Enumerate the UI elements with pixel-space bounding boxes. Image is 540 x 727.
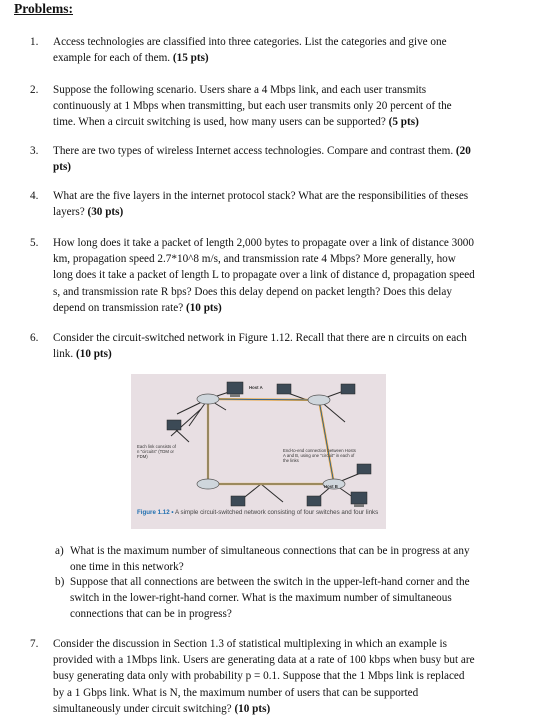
subquestion-label: a)	[55, 545, 64, 557]
question-points: (10 pts)	[185, 301, 222, 314]
subquestion-label: b)	[55, 576, 65, 588]
question-text: There are two types of wireless Internet access technologies. Compare and contrast them.	[53, 145, 454, 157]
question-number: 3.	[30, 145, 39, 157]
question-text: Suppose the following scenario. Users share a 4 Mbps link, and each user transmits continuously at 1 Mbps when transmitting, but each user transmits only 20 percent of the time. When a circuit switching is used, how many users can be supported?	[53, 84, 452, 129]
page-title: Problems:	[14, 1, 73, 16]
question-number: 7.	[30, 638, 39, 650]
question-points: (10 pts)	[234, 702, 271, 715]
question-text: What are the five layers in the internet protocol stack? What are the responsibilities of theses layers?	[53, 190, 469, 219]
question-6	[30, 330, 476, 362]
monitor-icon-host-b	[351, 492, 367, 507]
question-points: (5 pts)	[388, 116, 419, 129]
question-number: 4.	[30, 190, 39, 202]
question-number: 1.	[30, 36, 39, 48]
caption-bullet: •	[171, 509, 174, 516]
question-number: 6.	[30, 332, 39, 344]
end-to-end-connection-note: End-to-end connection between Hosts A and B, using one "circuit" in each of the links	[283, 448, 356, 463]
caption-text: A simple circuit-switched network consisting of four switches and four links	[174, 509, 379, 516]
question-text: Consider the circuit-switched network in Figure 1.12. Recall that there are n circuits on each link.	[53, 332, 467, 361]
question-text: Access technologies are classified into three categories. List the categories and give one example for each of them.	[53, 36, 447, 65]
question-3	[30, 143, 476, 175]
question-text: Consider the discussion in Section 1.3 of statistical multiplexing in which an example is provided with a 1Mbps link. Users are generating data at a rate of 100 kbps when busy but are busy generating data only with probability p = 0.1. Suppose that the 1 Mbps link is replaced by a 1 Gbps link. What is N, the maximum number of users that can be supported simultaneously under circuit switching?	[53, 638, 475, 715]
figure-caption	[137, 509, 382, 516]
question-7	[30, 636, 476, 717]
figure-1-12	[131, 374, 386, 529]
question-text: How long does it take a packet of length 2,000 bytes to propagate over a link of distance 3000 km, propagation speed 2.7*10^8 m/s, and transmission rate 4 Mbps? More generally, how long does it take a packet of length L to propagate over a link of distance d, propagation speed s, and transmission rate R bps? Does this delay depend on packet length? Does this delay depend on transmission rate?	[53, 237, 475, 314]
question-5	[30, 235, 476, 316]
question-number: 5.	[30, 237, 39, 249]
figure-number: Figure 1.12	[137, 509, 170, 516]
host-b-label: Host B	[324, 484, 338, 489]
question-1	[30, 34, 476, 66]
question-2	[30, 82, 476, 131]
subquestion-text: Suppose that all connections are between the switch in the upper-left-hand corner and the switch in the lower-right-hand corner. What is the maximum number of simultaneous connections that can be in progress?	[70, 576, 470, 621]
subquestion-text: What is the maximum number of simultaneous connections that can be in progress at any one time in this network?	[70, 545, 470, 574]
switch-upper-left	[197, 394, 219, 404]
question-points: (20 pts)	[53, 145, 471, 174]
subquestion-a	[55, 543, 475, 575]
question-number: 2.	[30, 84, 39, 96]
question-4	[30, 188, 476, 220]
question-points: (30 pts)	[87, 206, 124, 219]
subquestion-b	[55, 574, 475, 623]
question-points: (10 pts)	[76, 348, 112, 361]
host-a-label: Host A	[249, 385, 263, 390]
link-circuits-note: Each link consists of n "circuits" (TDM or FDM)	[137, 444, 176, 459]
switch-lower-left	[197, 479, 219, 489]
question-points: (15 pts)	[172, 52, 209, 65]
monitor-icon-host-a	[227, 382, 243, 397]
switch-upper-right	[308, 395, 330, 405]
